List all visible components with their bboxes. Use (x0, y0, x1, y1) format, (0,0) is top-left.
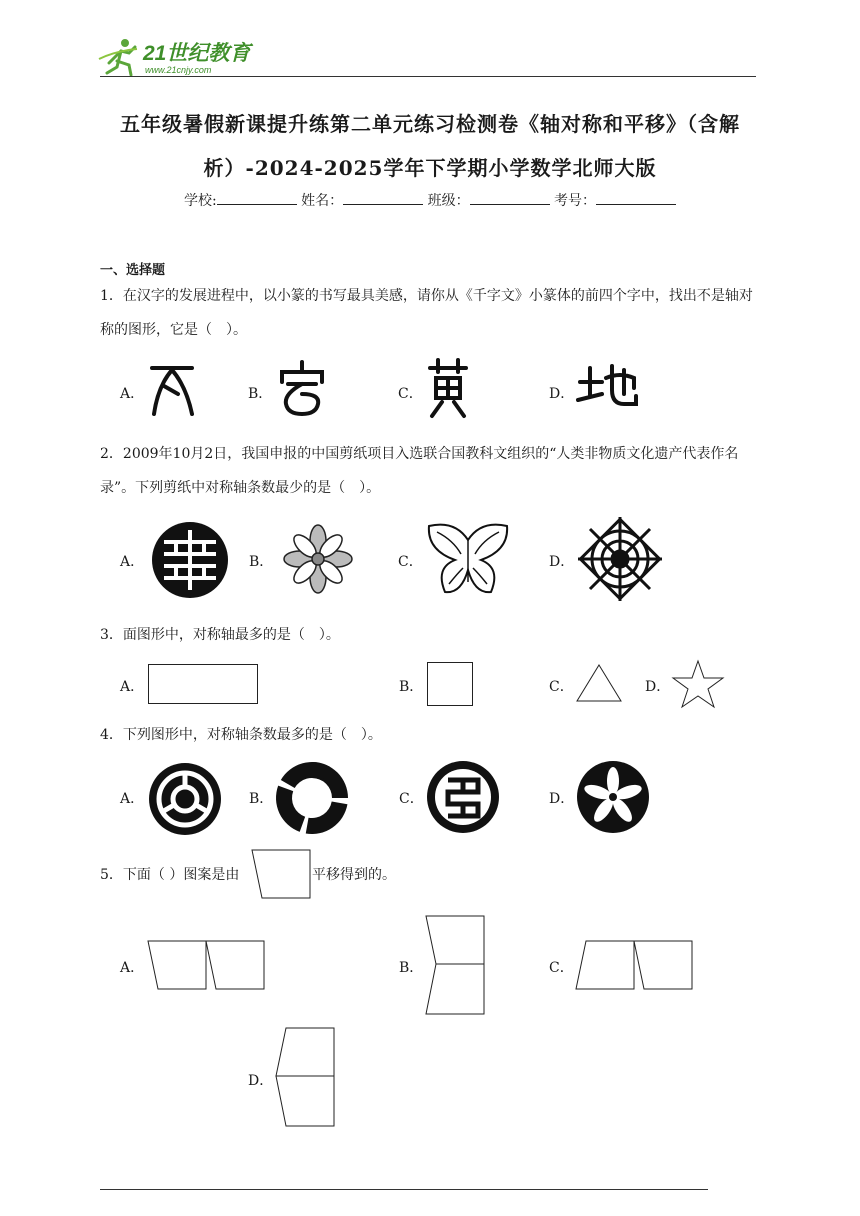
exam-no-blank[interactable] (596, 190, 676, 205)
page-title-line2: 析）-2024-2025学年下学期小学数学北师大版 (203, 156, 657, 180)
q2-option-d-label: D． (549, 554, 575, 570)
q5-option-c-label: C． (549, 960, 574, 976)
question-2-text: 2．2009年10月2日，我国申报的中国剪纸项目入选联合国教科文组织的“人类非物质文化遗产代表作名录”。下列剪纸中对称轴条数最少的是（ ）。 (100, 446, 739, 496)
student-info-line (100, 190, 760, 210)
class-label: 班级： (427, 193, 470, 209)
page-title-line1: 五年级暑假新课提升练第二单元练习检测卷《轴对称和平移》（含解 (120, 112, 740, 136)
q3-option-a-label: A． (120, 679, 145, 695)
q3-square-shape (427, 662, 473, 706)
q3-triangle-shape (576, 664, 622, 706)
q5-option-a-figure (146, 939, 266, 995)
q2-option-a-label: A． (120, 554, 145, 570)
q2-papercut-d-icon (575, 514, 665, 608)
q3-option-b-label: B． (399, 679, 424, 695)
q4-option-b-label: B． (249, 791, 274, 807)
site-logo (95, 33, 265, 79)
question-4-text: 4．下列图形中，对称轴条数最多的是（ ）。 (100, 727, 382, 743)
footer-rule (100, 1189, 708, 1190)
q3-option-d-label: D． (645, 679, 671, 695)
school-label: 学校: (183, 193, 217, 209)
q2-papercut-b-icon (278, 515, 358, 607)
q1-seal-char-a-icon (148, 362, 196, 422)
q1-option-b-label: B． (248, 386, 273, 402)
school-blank[interactable] (217, 190, 297, 205)
name-label: 姓名： (301, 193, 344, 209)
question-3-text: 3．面图形中，对称轴最多的是（ ）。 (100, 627, 340, 643)
q1-seal-char-c-icon (426, 358, 470, 424)
q4-logo-a-icon (148, 762, 222, 840)
q5-option-b-label: B． (399, 960, 424, 976)
question-5-text-before: 5．下面（ ）图案是由 (100, 867, 240, 883)
q5-option-a-label: A． (120, 960, 145, 976)
q5-option-c-figure (574, 939, 694, 995)
q1-seal-char-d-icon (576, 360, 640, 420)
q3-option-c-label: C． (549, 679, 574, 695)
q2-papercut-a-icon (150, 520, 230, 604)
q4-logo-c-icon (426, 760, 500, 838)
q4-option-c-label: C． (399, 791, 424, 807)
q2-papercut-butterfly-icon (425, 520, 511, 604)
class-blank[interactable] (470, 190, 550, 205)
logo-sub-text: www.21cnjy.com (145, 65, 212, 75)
q4-option-d-label: D． (549, 791, 575, 807)
header-rule (100, 76, 756, 77)
q5-reference-trapezoid (250, 848, 312, 904)
q1-seal-char-b-icon (276, 360, 328, 422)
q5-option-d-figure (274, 1026, 338, 1132)
q4-option-a-label: A． (120, 791, 145, 807)
q1-option-a-label: A． (120, 386, 145, 402)
q3-rectangle-shape (148, 664, 258, 704)
q1-option-c-label: C． (398, 386, 423, 402)
q5-option-b-figure (424, 914, 488, 1020)
q2-option-b-label: B． (249, 554, 274, 570)
logo-main-text: 21世纪教育 (143, 42, 251, 65)
q1-option-d-label: D． (549, 386, 575, 402)
section-heading: 一、选择题 (100, 263, 166, 278)
exam-no-label: 考号： (554, 193, 597, 209)
name-blank[interactable] (343, 190, 423, 205)
q4-logo-b-icon (274, 760, 350, 840)
q5-option-d-label: D． (248, 1073, 274, 1089)
question-1-text: 1．在汉字的发展进程中，以小篆的书写最具美感，请你从《千字文》小篆体的前四个字中，找出不是轴对称的图形，它是（ ）。 (100, 288, 753, 338)
q3-star-shape (672, 660, 724, 712)
q4-logo-d-icon (576, 760, 650, 838)
question-5-text-after: 平移得到的。 (312, 867, 396, 883)
q2-option-c-label: C． (398, 554, 423, 570)
